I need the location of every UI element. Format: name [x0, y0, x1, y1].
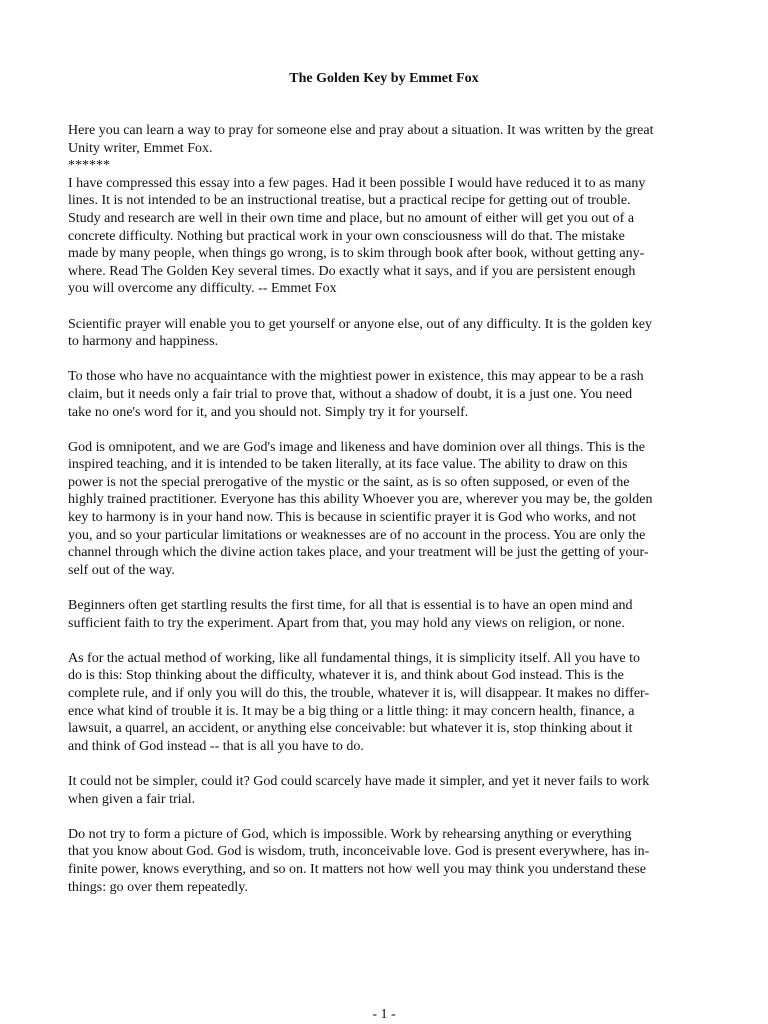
text-line: you will overcome any difficulty. -- Emmet Fox [68, 281, 337, 297]
paragraph-acquaintance [68, 368, 708, 421]
text-line: As for the actual method of working, like all fundamental things, it is simplicity itself. All you have to [68, 650, 640, 666]
text-line: lines. It is not intended to be an instructional treatise, but a practical recipe for getting out of trouble. [68, 193, 631, 209]
text-line: Study and research are well in their own time and place, but no amount of either will get you out of a [68, 210, 635, 226]
text-line: ence what kind of trouble it is. It may be a big thing or a little thing: it may concern health, finance, a [68, 703, 635, 719]
text-line: self out of the way. [68, 562, 175, 578]
text-line: complete rule, and if only you will do this, the trouble, whatever it is, will disappear. It makes no differ- [68, 686, 650, 701]
document-body [68, 122, 708, 896]
text-line: ****** [68, 158, 110, 174]
paragraph-picture-of-god [68, 826, 708, 896]
document-title: The Golden Key by Emmet Fox [289, 71, 479, 86]
text-line: inspired teaching, and it is intended to be taken literally, at its face value. The ability to draw on this [68, 457, 628, 473]
paragraph-intro [68, 122, 708, 298]
text-line: finite power, knows everything, and so on. It matters not how well you may think you understand these [68, 861, 646, 877]
text-line: claim, but it needs only a fair trial to prove that, without a shadow of doubt, it is a just one. You need [68, 386, 633, 402]
text-line: sufficient faith to try the experiment. Apart from that, you may hold any views on religion, or none. [68, 615, 625, 631]
paragraph-simpler [68, 773, 708, 808]
text-line: take no one's word for it, and you should not. Simply try it for yourself. [68, 404, 469, 420]
text-line: lawsuit, a quarrel, an accident, or anything else conceivable: but whatever it is, stop thinking about it [68, 721, 633, 737]
text-line: where. Read The Golden Key several times. Do exactly what it says, and if you are persistent enough [68, 263, 636, 279]
text-line: Beginners often get startling results the first time, for all that is essential is to have an open mind and [68, 598, 633, 614]
text-line: to harmony and happiness. [68, 334, 219, 350]
paragraph-omnipotent [68, 439, 708, 580]
text-line: To those who have no acquaintance with the mightiest power in existence, this may appear to be a rash [68, 369, 644, 385]
text-line: God is omnipotent, and we are God's image and likeness and have dominion over all things. This is the [68, 439, 645, 455]
text-line: Scientific prayer will enable you to get yourself or anyone else, out of any difficulty. It is the golden key [68, 316, 652, 332]
text-line: do is this: Stop thinking about the difficulty, whatever it is, and think about God instead. This is the [68, 668, 624, 684]
text-line: and think of God instead -- that is all you have to do. [68, 738, 364, 754]
text-line: Here you can learn a way to pray for someone else and pray about a situation. It was written by the great [68, 123, 654, 138]
text-line: It could not be simpler, could it? God could scarcely have made it simpler, and yet it never fails to work [68, 773, 650, 789]
text-line: you, and so your particular limitations or weaknesses are of no account in the process. You are only the [68, 527, 646, 543]
text-line: things: go over them repeatedly. [68, 879, 248, 895]
page-number: - 1 - [372, 1007, 396, 1022]
text-line: that you know about God. God is wisdom, truth, inconceivable love. God is present everywhere, has in- [68, 844, 650, 860]
text-line: key to harmony is in your hand now. This is because in scientific prayer it is God who works, and not [68, 510, 637, 526]
text-line: I have compressed this essay into a few pages. Had it been possible I would have reduced it to as many [68, 175, 646, 191]
paragraph-scientific-prayer [68, 316, 708, 351]
text-line: concrete difficulty. Nothing but practical work in your own consciousness will do that. The mistake [68, 228, 625, 244]
text-line: Unity writer, Emmet Fox. [68, 140, 213, 156]
text-line: made by many people, when things go wrong, is to skim through book after book, without getting any- [68, 246, 645, 262]
text-line: when given a fair trial. [68, 791, 196, 807]
text-line: power is not the special prerogative of the mystic or the saint, as is so often supposed, or even of the [68, 474, 630, 490]
paragraph-beginners [68, 597, 708, 632]
text-line: channel through which the divine action takes place, and your treatment will be just the getting of your- [68, 545, 649, 561]
text-line: Do not try to form a picture of God, which is impossible. Work by rehearsing anything or everything [68, 826, 632, 842]
paragraph-method [68, 650, 708, 756]
text-line: highly trained practitioner. Everyone has this ability Whoever you are, wherever you may be, the golden [68, 492, 653, 508]
